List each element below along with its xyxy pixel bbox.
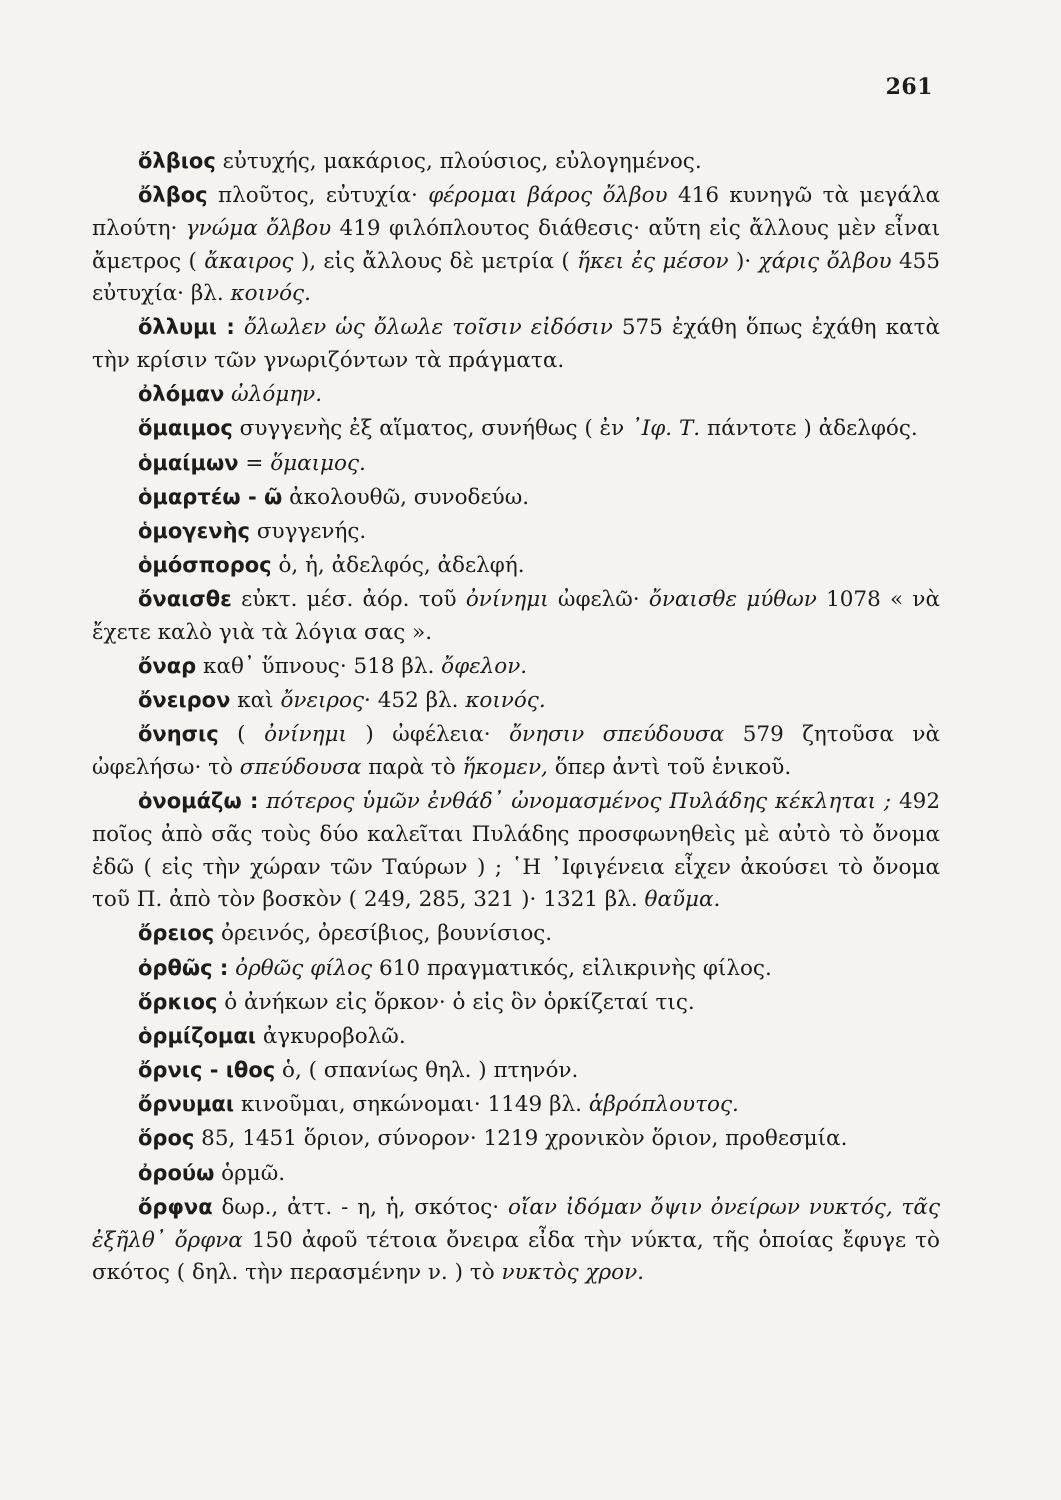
entry-definition: καθ᾿ ὕπνους· 518 βλ. bbox=[196, 654, 442, 680]
entry-definition bbox=[235, 315, 244, 340]
entry-definition: 150 ἀφοῦ τέτοια ὄνειρα εἶδα τὴν νύκτα, τῆς ὁποίας ἔφυγε τὸ σκότος ( δηλ. τὴν περασμένην ν. ) τὸ bbox=[92, 1227, 940, 1286]
entry-citation: κοινός. bbox=[465, 688, 546, 714]
dictionary-entry bbox=[92, 146, 940, 179]
entry-citation: σπεύδουσα bbox=[239, 755, 362, 781]
entry-definition: πλοῦτος, εὐτυχία· bbox=[207, 183, 429, 209]
entry-citation: ἁβρόπλουτος. bbox=[588, 1092, 739, 1118]
dictionary-entry bbox=[92, 1158, 940, 1191]
entry-definition: 416 κυνηγῶ τὰ μεγάλα πλούτη· bbox=[92, 183, 940, 241]
entry-definition: πάντοτε ) ἀδελφός. bbox=[700, 416, 918, 442]
entry-headword: ὄνησις bbox=[138, 722, 219, 747]
entry-definition: ὁ ἀνήκων εἰς ὅρκον· ὁ εἰς ὃν ὁρκίζεταί τις. bbox=[217, 989, 695, 1015]
dictionary-entry bbox=[92, 987, 940, 1020]
entry-definition: ὁ, ἡ, ἀδελφός, ἀδελφή. bbox=[271, 553, 525, 579]
entry-definition: 610 πραγματικός, εἰλικρινὴς φίλος. bbox=[372, 955, 772, 981]
entry-definition: ἀκολουθῶ, συνοδεύω. bbox=[282, 484, 530, 510]
entry-headword: ὁμογενὴς bbox=[138, 518, 251, 543]
entry-definition: 579 ζητοῦσα νὰ ὠφελήσω· τὸ bbox=[92, 722, 940, 781]
dictionary-entry bbox=[92, 651, 940, 684]
entry-citation: ὀνίνημι bbox=[264, 722, 347, 748]
entry-headword: ὁρμίζομαι bbox=[138, 1023, 256, 1048]
dictionary-entry bbox=[92, 379, 940, 412]
entry-citation: νυκτὸς χρον. bbox=[501, 1260, 644, 1286]
entry-citation: χάρις ὄλβου bbox=[758, 248, 892, 274]
dictionary-entry bbox=[92, 1021, 940, 1054]
dictionary-entry bbox=[92, 786, 940, 917]
entry-citation: γνώμα ὄλβου bbox=[185, 215, 332, 241]
dictionary-entry bbox=[92, 1089, 940, 1122]
entry-definition: ὀρεινός, ὀρεσίβιος, βουνίσιος. bbox=[214, 921, 553, 947]
dictionary-entry bbox=[92, 1055, 940, 1088]
entry-headword: ὄναρ bbox=[138, 654, 197, 679]
entry-definition: = bbox=[238, 450, 271, 476]
entry-definition: 575 ἐχάθη ὅπως ἐχάθη κατὰ τὴν κρίσιν τῶν γνωριζόντων τὰ πράγματα. bbox=[92, 315, 940, 374]
dictionary-entry bbox=[92, 550, 940, 583]
entry-headword: ὀλόμαν bbox=[138, 382, 225, 407]
entry-definition: 85, 1451 ὅριον, σύνορον· 1219 χρονικὸν ὅριον, προθεσμία. bbox=[194, 1126, 848, 1152]
entry-headword: ὅμαιμος bbox=[138, 416, 233, 441]
entry-definition: εὐτυχής, μακάριος, πλούσιος, εὐλογημένος. bbox=[215, 149, 702, 174]
entry-definition: δωρ., ἀττ. - η, ἡ, σκότος· bbox=[212, 1194, 508, 1220]
entry-headword: ὄνειρον bbox=[138, 688, 231, 713]
entry-definition: ὁρμῶ. bbox=[214, 1160, 286, 1186]
entry-headword: ὄρνυμαι bbox=[138, 1092, 235, 1117]
entry-citation: ὄνειρος bbox=[280, 688, 365, 714]
entry-headword: ὁμαίμων bbox=[138, 450, 239, 475]
entry-definition: )· bbox=[728, 248, 759, 274]
entry-citation: ὀρθῶς φίλος bbox=[235, 955, 373, 981]
entry-definition: ἀγκυροβολῶ. bbox=[256, 1023, 406, 1049]
entry-definition: συγγενής. bbox=[250, 518, 367, 544]
dictionary-entries bbox=[92, 146, 940, 1291]
entry-citation: πότερος ὑμῶν ἐνθάδ᾿ ὠνομασμένος Πυλάδης κέκληται ; bbox=[266, 789, 892, 815]
entry-definition: παρὰ τὸ bbox=[361, 755, 463, 781]
entry-citation: ὀνίνημι bbox=[465, 587, 549, 613]
entry-citation: ἥκει ἐς μέσον bbox=[577, 248, 729, 274]
dictionary-entry bbox=[92, 1192, 940, 1290]
entry-headword: ὄρνις - ιθος bbox=[138, 1058, 276, 1083]
entry-definition: ), εἰς ἄλλους δὲ μετρία ( bbox=[293, 248, 578, 274]
dictionary-entry bbox=[92, 719, 940, 784]
entry-headword: ὄλβος bbox=[138, 183, 208, 208]
entry-definition: κινοῦμαι, σηκώνομαι· 1149 βλ. bbox=[234, 1092, 589, 1118]
entry-headword: ὀνομάζω : bbox=[138, 789, 259, 814]
dictionary-entry bbox=[92, 516, 940, 549]
entry-definition: ) ὠφέλεια· bbox=[346, 722, 510, 748]
entry-citation: ὄλωλεν ὡς ὄλωλε τοῖσιν εἰδόσιν bbox=[243, 315, 613, 341]
entry-headword: ὅρκιος bbox=[138, 989, 218, 1014]
entry-headword: ὁμόσπορος bbox=[138, 553, 272, 578]
entry-headword: ὁμαρτέω - ῶ bbox=[138, 484, 283, 509]
entry-definition: εὐκτ. μέσ. ἀόρ. τοῦ bbox=[231, 587, 466, 613]
entry-citation: ὄνησιν σπεύδουσα bbox=[509, 722, 725, 748]
entry-citation: ὄφελον. bbox=[441, 654, 528, 680]
entry-headword: ὄλβιος bbox=[138, 149, 216, 173]
entry-citation: ὠλόμην. bbox=[231, 382, 323, 408]
entry-citation: θαῦμα. bbox=[644, 887, 721, 913]
entry-citation: φέρομαι βάρος ὄλβου bbox=[428, 183, 668, 209]
dictionary-entry bbox=[92, 312, 940, 377]
entry-definition: ὠφελῶ· bbox=[548, 587, 649, 613]
dictionary-entry bbox=[92, 180, 940, 311]
entry-definition: ὁ, ( σπανίως θηλ. ) πτηνόν. bbox=[275, 1058, 579, 1084]
entry-citation: ὄναισθε μύθων bbox=[648, 587, 817, 613]
entry-definition: ( bbox=[218, 722, 265, 748]
dictionary-entry bbox=[92, 953, 940, 986]
entry-headword: ὀρούω bbox=[138, 1160, 215, 1185]
entry-citation: κοινός. bbox=[230, 281, 311, 307]
entry-headword: ὄρφνα bbox=[138, 1194, 213, 1219]
entry-headword: ὅρος bbox=[138, 1126, 195, 1151]
dictionary-entry bbox=[92, 448, 940, 481]
entry-definition: · 452 βλ. bbox=[364, 688, 466, 714]
entry-definition: ὅπερ ἀντὶ τοῦ ἑνικοῦ. bbox=[547, 755, 792, 781]
entry-headword: ὄρειος bbox=[138, 921, 215, 946]
dictionary-entry bbox=[92, 584, 940, 649]
dictionary-entry bbox=[92, 1123, 940, 1156]
entry-citation: ἥκομεν, bbox=[462, 755, 548, 781]
dictionary-entry bbox=[92, 685, 940, 718]
dictionary-entry bbox=[92, 918, 940, 951]
dictionary-entry bbox=[92, 482, 940, 515]
entry-headword: ὄναισθε bbox=[138, 587, 232, 612]
entry-citation: οἴαν ἰδόμαν ὄψιν ὀνείρων νυκτός, τᾶς ἐξῆλθ᾿ ὄρφνα bbox=[92, 1194, 940, 1253]
entry-citation: ὅμαιμος. bbox=[270, 450, 366, 476]
page-number: 261 bbox=[885, 74, 933, 100]
entry-citation: ἄκαιρος bbox=[204, 248, 294, 274]
entry-definition: καὶ bbox=[230, 688, 281, 714]
entry-definition: συγγενὴς ἐξ αἵματος, συνήθως ( ἐν bbox=[232, 416, 631, 442]
entry-definition: 492 ποῖος ἀπὸ σᾶς τοὺς δύο καλεῖται Πυλάδης προσφωνηθεὶς μὲ αὐτὸ τὸ ὄνομα ἐδῶ ( εἰς τὴν χώραν τῶν Ταύρων ) ; ῾Η ᾿Ιφιγένεια εἶχεν ἀκούσει τὸ ὄνομα τοῦ Π. ἀπὸ τὸν βοσκὸν ( 249, 285, 321 )· 1321 βλ. bbox=[92, 789, 940, 913]
dictionary-entry bbox=[92, 413, 940, 446]
entry-definition: 455 εὐτυχία· βλ. bbox=[92, 248, 940, 307]
entry-headword: ὄλλυμι : bbox=[138, 315, 235, 340]
entry-citation: ᾿Ιφ. Τ. bbox=[631, 416, 701, 442]
entry-definition: 419 φιλόπλουτος διάθεσις· αὔτη εἰς ἄλλους μὲν εἶναι ἄμετρος ( bbox=[92, 215, 940, 274]
entry-headword: ὀρθῶς : bbox=[138, 955, 229, 980]
entry-definition: 1078 « νὰ ἔχετε καλὸ γιὰ τὰ λόγια σας ». bbox=[92, 587, 940, 645]
